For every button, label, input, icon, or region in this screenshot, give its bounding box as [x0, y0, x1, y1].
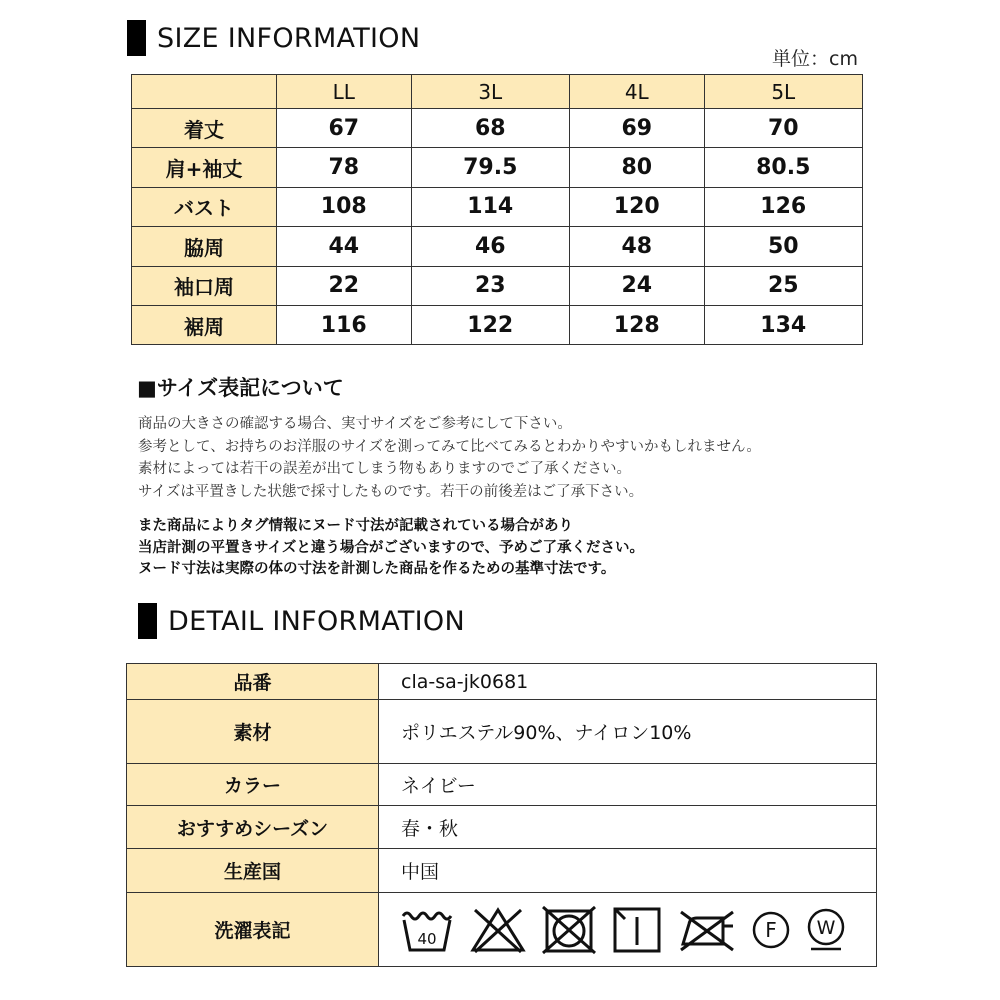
care-symbols [399, 905, 876, 955]
dry-clean-letter: F [765, 917, 777, 942]
section-marker [127, 20, 146, 56]
size-cell: 67 [277, 109, 412, 148]
care-symbols-cell [379, 893, 877, 967]
size-cell: 108 [277, 187, 412, 226]
size-col-header: LL [277, 75, 412, 109]
size-row-label: 着丈 [132, 109, 277, 148]
unit-label: 単位：cm [772, 48, 858, 70]
size-row-label: 脇周 [132, 227, 277, 266]
size-notes-emphasis [138, 516, 644, 581]
size-table-corner [132, 75, 277, 109]
no-bleach-icon [469, 906, 527, 954]
wash-temp-label: 40 [417, 929, 437, 948]
detail-label: 洗濯表記 [127, 893, 379, 967]
section-marker [138, 603, 157, 639]
table-row [127, 806, 877, 849]
detail-label: 素材 [127, 700, 379, 764]
size-cell: 50 [704, 227, 862, 266]
table-row [132, 266, 863, 305]
size-table-header-row [132, 75, 863, 109]
size-cell: 126 [704, 187, 862, 226]
size-col-header: 3L [411, 75, 569, 109]
table-row [132, 109, 863, 148]
note-bold-line: ヌード寸法は実際の体の寸法を計測した商品を作るための基準寸法です。 [138, 561, 616, 577]
detail-label: カラー [127, 764, 379, 806]
line-dry-icon [611, 905, 663, 955]
size-table [131, 74, 863, 345]
detail-section-title: DETAIL INFORMATION [168, 605, 465, 637]
detail-value: ポリエステル90%、ナイロン10% [379, 700, 877, 764]
size-cell: 78 [277, 148, 412, 187]
wash-40-icon [399, 906, 455, 954]
size-cell: 114 [411, 187, 569, 226]
note-line: 参考として、お持ちのお洋服のサイズを測ってみて比べてみるとわかりやすいかもしれません。 [138, 438, 761, 455]
size-cell: 70 [704, 109, 862, 148]
size-cell: 44 [277, 227, 412, 266]
size-cell: 134 [704, 305, 862, 344]
note-line: サイズは平置きした状態で採寸したものです。若干の前後差はご了承下さい。 [138, 483, 644, 500]
detail-label: 品番 [127, 664, 379, 700]
size-section-header [127, 20, 420, 56]
detail-label: 生産国 [127, 849, 379, 893]
wet-clean-w-icon [805, 907, 847, 953]
size-cell: 24 [569, 266, 704, 305]
size-cell: 68 [411, 109, 569, 148]
size-cell: 46 [411, 227, 569, 266]
table-row [127, 893, 877, 967]
size-cell: 69 [569, 109, 704, 148]
table-row [132, 305, 863, 344]
wet-clean-letter: W [816, 916, 836, 939]
no-iron-icon [677, 906, 737, 954]
table-row [132, 148, 863, 187]
note-line: 商品の大きさの確認する場合、実寸サイズをご参考にして下さい。 [138, 416, 572, 432]
table-row [127, 664, 877, 700]
size-cell: 116 [277, 305, 412, 344]
size-section-title: SIZE INFORMATION [157, 22, 421, 54]
size-cell: 23 [411, 266, 569, 305]
detail-value: ネイビー [379, 764, 877, 806]
size-cell: 128 [569, 305, 704, 344]
size-cell: 120 [569, 187, 704, 226]
size-cell: 25 [704, 266, 862, 305]
table-row [127, 700, 877, 764]
table-row [127, 764, 877, 806]
size-row-label: バスト [132, 187, 277, 226]
note-bold-line: 当店計測の平置きサイズと違う場合がございますので、予めご了承ください。 [138, 539, 645, 556]
size-cell: 48 [569, 227, 704, 266]
size-cell: 122 [411, 305, 569, 344]
size-notes [138, 413, 761, 503]
size-cell: 22 [277, 266, 412, 305]
detail-value: cla-sa-jk0681 [379, 664, 877, 700]
note-bold-line: また商品によりタグ情報にヌード寸法が記載されている場合があり [138, 518, 573, 534]
note-line: 素材によっては若干の誤差が出てしまう物もありますのでご了承ください。 [138, 461, 631, 477]
no-tumble-dry-icon [541, 905, 597, 955]
size-cell: 80.5 [704, 148, 862, 187]
size-cell: 80 [569, 148, 704, 187]
table-row [127, 849, 877, 893]
size-cell: 79.5 [411, 148, 569, 187]
detail-section-header [138, 603, 465, 639]
detail-label: おすすめシーズン [127, 806, 379, 849]
size-row-label: 肩+袖丈 [132, 148, 277, 187]
size-row-label: 袖口周 [132, 266, 277, 305]
size-notes-title: ■サイズ表記について [137, 376, 344, 400]
table-row [132, 227, 863, 266]
size-col-header: 5L [704, 75, 862, 109]
detail-value: 中国 [379, 849, 877, 893]
size-row-label: 裾周 [132, 305, 277, 344]
detail-value: 春・秋 [379, 806, 877, 849]
detail-table [126, 663, 877, 967]
dry-clean-f-icon [751, 910, 791, 950]
table-row [132, 187, 863, 226]
size-col-header: 4L [569, 75, 704, 109]
